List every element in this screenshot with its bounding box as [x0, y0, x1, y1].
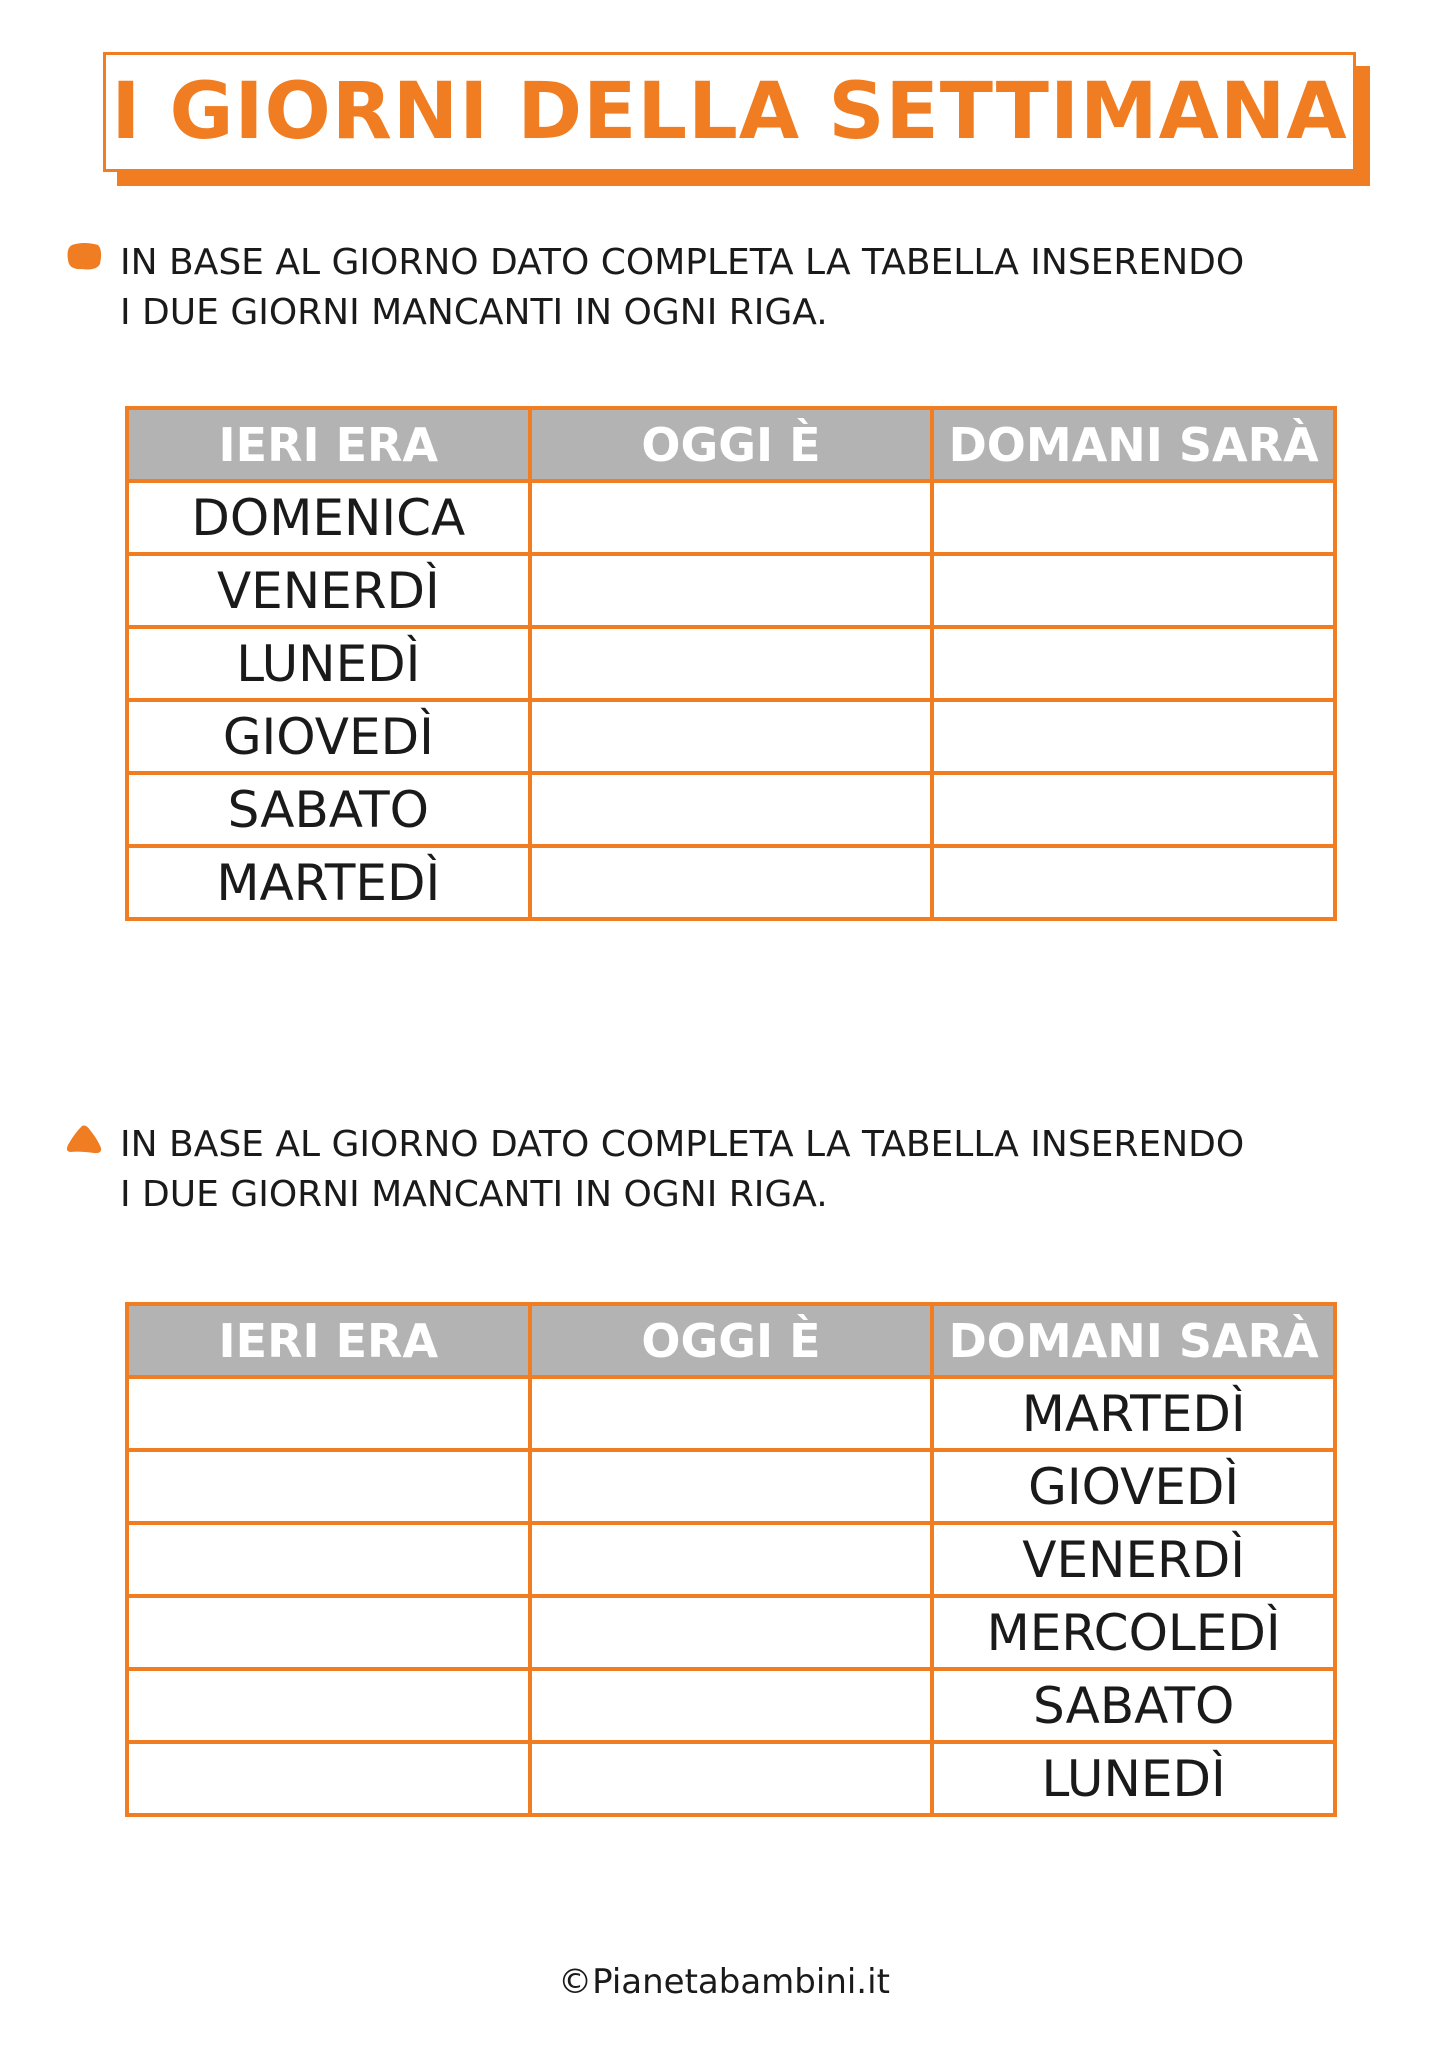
instruction-text	[120, 1120, 1244, 1220]
cell-today[interactable]	[530, 1377, 933, 1450]
page-title: I GIORNI DELLA SETTIMANA	[111, 67, 1348, 157]
cell-yesterday[interactable]	[127, 1450, 530, 1523]
table-row	[127, 1523, 1335, 1596]
cell-yesterday: GIOVEDÌ	[127, 700, 530, 773]
cell-today[interactable]	[530, 1669, 933, 1742]
cell-yesterday: VENERDÌ	[127, 554, 530, 627]
table-row	[127, 627, 1335, 700]
cell-yesterday: SABATO	[127, 773, 530, 846]
table-row	[127, 700, 1335, 773]
cell-tomorrow: MARTEDÌ	[932, 1377, 1335, 1450]
cell-yesterday: MARTEDÌ	[127, 846, 530, 919]
instruction-line-1: IN BASE AL GIORNO DATO COMPLETA LA TABELLA INSERENDO	[120, 242, 1245, 283]
cell-tomorrow: SABATO	[932, 1669, 1335, 1742]
cell-today[interactable]	[530, 481, 933, 554]
cell-today[interactable]	[530, 1450, 933, 1523]
cell-yesterday[interactable]	[127, 1523, 530, 1596]
cell-yesterday[interactable]	[127, 1742, 530, 1815]
cell-today[interactable]	[530, 554, 933, 627]
table-row	[127, 846, 1335, 919]
cell-tomorrow: VENERDÌ	[932, 1523, 1335, 1596]
cell-yesterday: DOMENICA	[127, 481, 530, 554]
cell-yesterday[interactable]	[127, 1669, 530, 1742]
days-table-1	[125, 406, 1337, 921]
table-row	[127, 554, 1335, 627]
cell-tomorrow: MERCOLEDÌ	[932, 1596, 1335, 1669]
table-header-row	[127, 1304, 1335, 1377]
instruction-text	[120, 238, 1244, 338]
days-table-2	[125, 1302, 1337, 1817]
header-today: OGGI È	[530, 1304, 933, 1377]
table-row	[127, 1377, 1335, 1450]
table-row	[127, 1742, 1335, 1815]
orange-triangle-blob-icon	[66, 1124, 102, 1154]
cell-yesterday[interactable]	[127, 1377, 530, 1450]
cell-today[interactable]	[530, 846, 933, 919]
cell-tomorrow[interactable]	[932, 554, 1335, 627]
table-row	[127, 773, 1335, 846]
cell-tomorrow[interactable]	[932, 481, 1335, 554]
cell-today[interactable]	[530, 1523, 933, 1596]
cell-tomorrow[interactable]	[932, 627, 1335, 700]
table-row	[127, 1669, 1335, 1742]
table-row	[127, 1596, 1335, 1669]
header-today: OGGI È	[530, 408, 933, 481]
header-tomorrow: DOMANI SARÀ	[932, 1304, 1335, 1377]
instruction-line-1: IN BASE AL GIORNO DATO COMPLETA LA TABELLA INSERENDO	[120, 1124, 1245, 1165]
cell-tomorrow: GIOVEDÌ	[932, 1450, 1335, 1523]
cell-today[interactable]	[530, 773, 933, 846]
cell-today[interactable]	[530, 627, 933, 700]
cell-tomorrow: LUNEDÌ	[932, 1742, 1335, 1815]
table-header-row	[127, 408, 1335, 481]
cell-yesterday: LUNEDÌ	[127, 627, 530, 700]
table-row	[127, 481, 1335, 554]
cell-today[interactable]	[530, 1742, 933, 1815]
instruction-line-2: I DUE GIORNI MANCANTI IN OGNI RIGA.	[120, 292, 828, 333]
table-row	[127, 1450, 1335, 1523]
orange-blob-icon	[66, 242, 102, 272]
title-banner	[103, 52, 1356, 172]
title-box	[103, 52, 1356, 172]
cell-tomorrow[interactable]	[932, 846, 1335, 919]
cell-tomorrow[interactable]	[932, 773, 1335, 846]
footer-copyright: ©Pianetabambini.it	[558, 1962, 890, 2002]
cell-today[interactable]	[530, 700, 933, 773]
cell-yesterday[interactable]	[127, 1596, 530, 1669]
cell-today[interactable]	[530, 1596, 933, 1669]
instruction-line-2: I DUE GIORNI MANCANTI IN OGNI RIGA.	[120, 1174, 828, 1215]
header-yesterday: IERI ERA	[127, 1304, 530, 1377]
header-yesterday: IERI ERA	[127, 408, 530, 481]
header-tomorrow: DOMANI SARÀ	[932, 408, 1335, 481]
cell-tomorrow[interactable]	[932, 700, 1335, 773]
